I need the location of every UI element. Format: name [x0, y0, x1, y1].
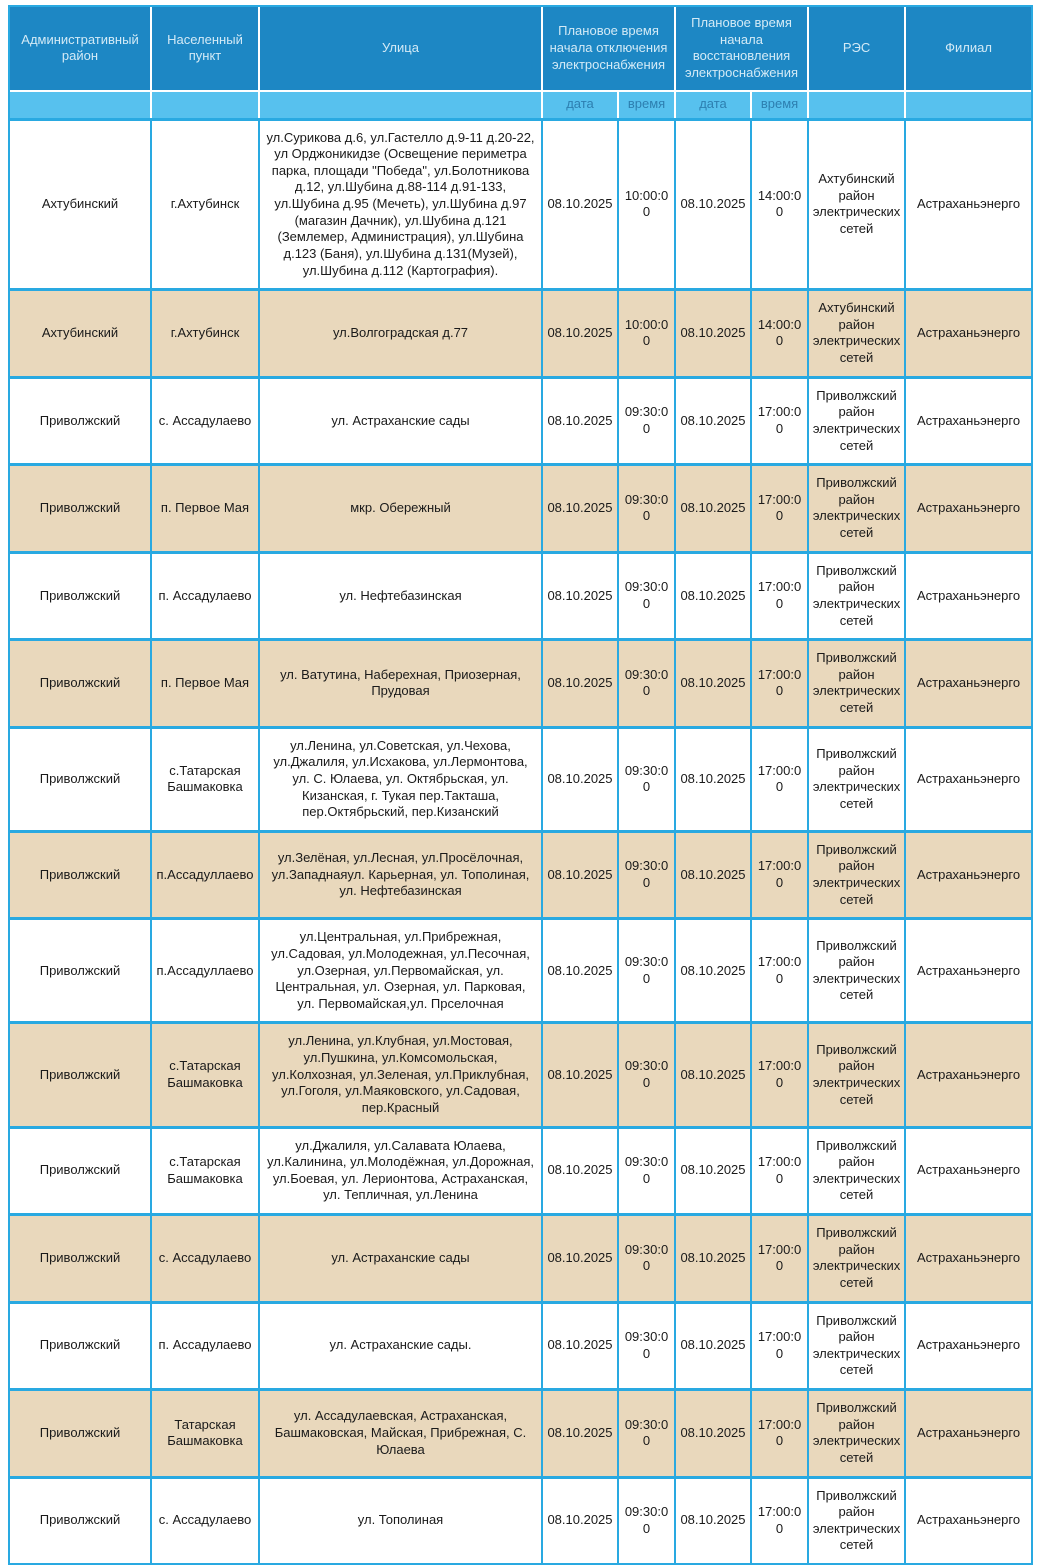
cell-on-time: 17:00:00 — [752, 551, 809, 639]
cell-off-date: 08.10.2025 — [543, 638, 619, 726]
cell-res: Ахтубинский район электрических сетей — [809, 118, 906, 289]
cell-street: ул.Ленина, ул.Советская, ул.Чехова, ул.Джалиля, ул.Исхакова, ул.Лермонтова, ул. С. Юлаева, ул. Октябрьская, ул. Кизанская, г. Тукая пер.Такташа, пер.Октябрьский, пер.Кизанский — [260, 726, 543, 830]
cell-branch: Астраханьэнерго — [906, 1213, 1031, 1301]
cell-on-time: 17:00:00 — [752, 726, 809, 830]
cell-settlement: г.Ахтубинск — [152, 118, 260, 289]
cell-on-date: 08.10.2025 — [676, 1021, 752, 1125]
cell-off-time: 09:30:00 — [619, 1301, 676, 1389]
cell-off-date: 08.10.2025 — [543, 1388, 619, 1476]
table-row — [10, 1126, 1031, 1214]
cell-off-time: 09:30:00 — [619, 1388, 676, 1476]
cell-district: Приволжский — [10, 726, 152, 830]
cell-district: Приволжский — [10, 1213, 152, 1301]
cell-district: Приволжский — [10, 1301, 152, 1389]
cell-off-time: 09:30:00 — [619, 463, 676, 551]
cell-on-date: 08.10.2025 — [676, 551, 752, 639]
cell-res: Приволжский район электрических сетей — [809, 638, 906, 726]
cell-on-time: 17:00:00 — [752, 1301, 809, 1389]
cell-on-date: 08.10.2025 — [676, 463, 752, 551]
cell-on-time: 17:00:00 — [752, 917, 809, 1021]
cell-branch: Астраханьэнерго — [906, 1476, 1031, 1564]
cell-res: Приволжский район электрических сетей — [809, 1126, 906, 1214]
cell-on-time: 17:00:00 — [752, 1388, 809, 1476]
cell-on-time: 17:00:00 — [752, 1213, 809, 1301]
cell-street: ул. Ватутина, Наберехная, Приозерная, Прудовая — [260, 638, 543, 726]
header-row — [10, 7, 1031, 92]
cell-res: Приволжский район электрических сетей — [809, 726, 906, 830]
cell-branch: Астраханьэнерго — [906, 1388, 1031, 1476]
subheader-on-time: время — [752, 92, 809, 118]
cell-street: ул.Центральная, ул.Прибрежная, ул.Садовая, ул.Молодежная, ул.Песочная, ул.Озерная, ул.Первомайская, ул. Центральная, ул. Озерная, ул. Парковая, ул. Первомайская,ул. Прселочная — [260, 917, 543, 1021]
cell-branch: Астраханьэнерго — [906, 463, 1031, 551]
cell-district: Приволжский — [10, 376, 152, 464]
cell-on-date: 08.10.2025 — [676, 638, 752, 726]
cell-res: Приволжский район электрических сетей — [809, 917, 906, 1021]
cell-settlement: Татарская Башмаковка — [152, 1388, 260, 1476]
col-header-outage-start: Плановое время начала отключения электроснабжения — [543, 7, 676, 92]
cell-res: Приволжский район электрических сетей — [809, 1476, 906, 1564]
cell-on-time: 17:00:00 — [752, 1126, 809, 1214]
cell-street: ул. Нефтебазинская — [260, 551, 543, 639]
cell-settlement: п. Ассадулаево — [152, 1301, 260, 1389]
cell-settlement: п.Ассадуллаево — [152, 917, 260, 1021]
cell-branch: Астраханьэнерго — [906, 1301, 1031, 1389]
cell-res: Приволжский район электрических сетей — [809, 1388, 906, 1476]
cell-on-time: 14:00:00 — [752, 118, 809, 289]
cell-branch: Астраханьэнерго — [906, 726, 1031, 830]
cell-street: ул.Зелёная, ул.Лесная, ул.Просёлочная, ул.Западнаяул. Карьерная, ул. Тополиная, ул. Нефтебазинская — [260, 830, 543, 918]
cell-off-time: 09:30:00 — [619, 1021, 676, 1125]
cell-street: ул.Волгоградская д.77 — [260, 288, 543, 376]
cell-off-time: 09:30:00 — [619, 830, 676, 918]
cell-district: Приволжский — [10, 638, 152, 726]
cell-street: ул. Тополиная — [260, 1476, 543, 1564]
cell-settlement: с.Татарская Башмаковка — [152, 726, 260, 830]
cell-res: Ахтубинский район электрических сетей — [809, 288, 906, 376]
cell-off-time: 09:30:00 — [619, 551, 676, 639]
cell-on-time: 17:00:00 — [752, 1476, 809, 1564]
subheader-empty — [809, 92, 906, 118]
col-header-res: РЭС — [809, 7, 906, 92]
cell-settlement: с.Татарская Башмаковка — [152, 1021, 260, 1125]
cell-off-date: 08.10.2025 — [543, 1021, 619, 1125]
cell-off-date: 08.10.2025 — [543, 917, 619, 1021]
cell-district: Приволжский — [10, 1126, 152, 1214]
cell-off-date: 08.10.2025 — [543, 463, 619, 551]
table-row — [10, 1021, 1031, 1125]
cell-district: Приволжский — [10, 1388, 152, 1476]
cell-off-time: 09:30:00 — [619, 917, 676, 1021]
cell-off-time: 09:30:00 — [619, 376, 676, 464]
cell-street: ул. Астраханские сады — [260, 376, 543, 464]
cell-on-time: 17:00:00 — [752, 638, 809, 726]
table-row — [10, 118, 1031, 289]
cell-off-time: 09:30:00 — [619, 1476, 676, 1564]
cell-res: Приволжский район электрических сетей — [809, 1301, 906, 1389]
cell-settlement: п. Первое Мая — [152, 638, 260, 726]
cell-off-date: 08.10.2025 — [543, 118, 619, 289]
cell-on-time: 17:00:00 — [752, 376, 809, 464]
table-row — [10, 288, 1031, 376]
outage-table — [8, 5, 1033, 1565]
table-header — [10, 7, 1031, 118]
cell-branch: Астраханьэнерго — [906, 1021, 1031, 1125]
cell-settlement: г.Ахтубинск — [152, 288, 260, 376]
cell-off-time: 10:00:00 — [619, 288, 676, 376]
cell-street: ул.Сурикова д.6, ул.Гастелло д.9-11 д.20-22, ул Орджоникидзе (Освещение периметра парка, площади "Победа", ул.Болотникова д.12, ул.Шубина д.88-114 д.91-133, ул.Шубина д.95 (Мечеть), ул.Шубина д.97 (магазин Дачник), ул.Шубина д.121 (Землемер, Администрация), ул.Шубина д.123 (Баня), ул.Шубина д.131(Музей), ул.Шубина д.112 (Картография). — [260, 118, 543, 289]
cell-settlement: п. Ассадулаево — [152, 551, 260, 639]
cell-street: ул. Астраханские сады. — [260, 1301, 543, 1389]
col-header-settlement: Населенный пункт — [152, 7, 260, 92]
cell-on-time: 17:00:00 — [752, 1021, 809, 1125]
cell-off-date: 08.10.2025 — [543, 830, 619, 918]
cell-street: ул.Ленина, ул.Клубная, ул.Мостовая, ул.Пушкина, ул.Комсомольская, ул.Колхозная, ул.Зеленая, ул.Приклубная, ул.Гоголя, ул.Маяковского, ул.Садовая, пер.Красный — [260, 1021, 543, 1125]
cell-off-time: 09:30:00 — [619, 1126, 676, 1214]
cell-settlement: с. Ассадулаево — [152, 376, 260, 464]
cell-on-time: 17:00:00 — [752, 463, 809, 551]
cell-off-date: 08.10.2025 — [543, 288, 619, 376]
col-header-street: Улица — [260, 7, 543, 92]
cell-district: Ахтубинский — [10, 288, 152, 376]
cell-on-date: 08.10.2025 — [676, 118, 752, 289]
col-header-restore-start: Плановое время начала восстановления электроснабжения — [676, 7, 809, 92]
table-row — [10, 551, 1031, 639]
cell-off-date: 08.10.2025 — [543, 726, 619, 830]
cell-on-date: 08.10.2025 — [676, 1126, 752, 1214]
table-body — [10, 118, 1031, 1564]
cell-on-time: 17:00:00 — [752, 830, 809, 918]
table-row — [10, 1213, 1031, 1301]
subheader-empty — [10, 92, 152, 118]
cell-branch: Астраханьэнерго — [906, 551, 1031, 639]
cell-res: Приволжский район электрических сетей — [809, 376, 906, 464]
table-row — [10, 726, 1031, 830]
cell-on-date: 08.10.2025 — [676, 1213, 752, 1301]
subheader-off-time: время — [619, 92, 676, 118]
cell-street: ул. Ассадулаевская, Астраханская, Башмаковская, Майская, Прибрежная, С. Юлаева — [260, 1388, 543, 1476]
cell-on-date: 08.10.2025 — [676, 830, 752, 918]
cell-on-date: 08.10.2025 — [676, 917, 752, 1021]
cell-off-time: 09:30:00 — [619, 726, 676, 830]
cell-branch: Астраханьэнерго — [906, 118, 1031, 289]
cell-settlement: с. Ассадулаево — [152, 1213, 260, 1301]
table-row — [10, 830, 1031, 918]
cell-district: Приволжский — [10, 917, 152, 1021]
cell-res: Приволжский район электрических сетей — [809, 463, 906, 551]
subheader-off-date: дата — [543, 92, 619, 118]
cell-off-time: 10:00:00 — [619, 118, 676, 289]
subheader-empty — [260, 92, 543, 118]
cell-district: Ахтубинский — [10, 118, 152, 289]
subheader-row — [10, 92, 1031, 118]
cell-settlement: п.Ассадуллаево — [152, 830, 260, 918]
cell-street: ул.Джалиля, ул.Салавата Юлаева, ул.Калинина, ул.Молодёжная, ул.Дорожная, ул.Боевая, ул. Лерионтова, Астраханская, ул. Тепличная, ул.Ленина — [260, 1126, 543, 1214]
cell-settlement: п. Первое Мая — [152, 463, 260, 551]
cell-off-date: 08.10.2025 — [543, 1213, 619, 1301]
col-header-branch: Филиал — [906, 7, 1031, 92]
cell-off-date: 08.10.2025 — [543, 551, 619, 639]
cell-branch: Астраханьэнерго — [906, 917, 1031, 1021]
subheader-empty — [152, 92, 260, 118]
table-row — [10, 1388, 1031, 1476]
cell-branch: Астраханьэнерго — [906, 830, 1031, 918]
cell-settlement: с. Ассадулаево — [152, 1476, 260, 1564]
cell-branch: Астраханьэнерго — [906, 1126, 1031, 1214]
table-row — [10, 917, 1031, 1021]
cell-branch: Астраханьэнерго — [906, 288, 1031, 376]
cell-on-date: 08.10.2025 — [676, 376, 752, 464]
cell-on-date: 08.10.2025 — [676, 1476, 752, 1564]
col-header-district: Административный район — [10, 7, 152, 92]
table-row — [10, 376, 1031, 464]
cell-off-date: 08.10.2025 — [543, 1301, 619, 1389]
cell-res: Приволжский район электрических сетей — [809, 1021, 906, 1125]
table-row — [10, 638, 1031, 726]
cell-res: Приволжский район электрических сетей — [809, 1213, 906, 1301]
subheader-empty — [906, 92, 1031, 118]
subheader-on-date: дата — [676, 92, 752, 118]
cell-on-date: 08.10.2025 — [676, 288, 752, 376]
table-row — [10, 1476, 1031, 1564]
cell-district: Приволжский — [10, 1021, 152, 1125]
cell-street: мкр. Обережный — [260, 463, 543, 551]
cell-on-time: 14:00:00 — [752, 288, 809, 376]
cell-district: Приволжский — [10, 463, 152, 551]
cell-off-date: 08.10.2025 — [543, 1476, 619, 1564]
cell-on-date: 08.10.2025 — [676, 1388, 752, 1476]
cell-off-date: 08.10.2025 — [543, 1126, 619, 1214]
cell-on-date: 08.10.2025 — [676, 1301, 752, 1389]
table-row — [10, 1301, 1031, 1389]
cell-street: ул. Астраханские сады — [260, 1213, 543, 1301]
cell-off-time: 09:30:00 — [619, 638, 676, 726]
cell-res: Приволжский район электрических сетей — [809, 830, 906, 918]
table-row — [10, 463, 1031, 551]
cell-district: Приволжский — [10, 830, 152, 918]
cell-off-time: 09:30:00 — [619, 1213, 676, 1301]
cell-district: Приволжский — [10, 1476, 152, 1564]
cell-off-date: 08.10.2025 — [543, 376, 619, 464]
cell-branch: Астраханьэнерго — [906, 638, 1031, 726]
cell-district: Приволжский — [10, 551, 152, 639]
cell-on-date: 08.10.2025 — [676, 726, 752, 830]
cell-res: Приволжский район электрических сетей — [809, 551, 906, 639]
cell-branch: Астраханьэнерго — [906, 376, 1031, 464]
cell-settlement: с.Татарская Башмаковка — [152, 1126, 260, 1214]
